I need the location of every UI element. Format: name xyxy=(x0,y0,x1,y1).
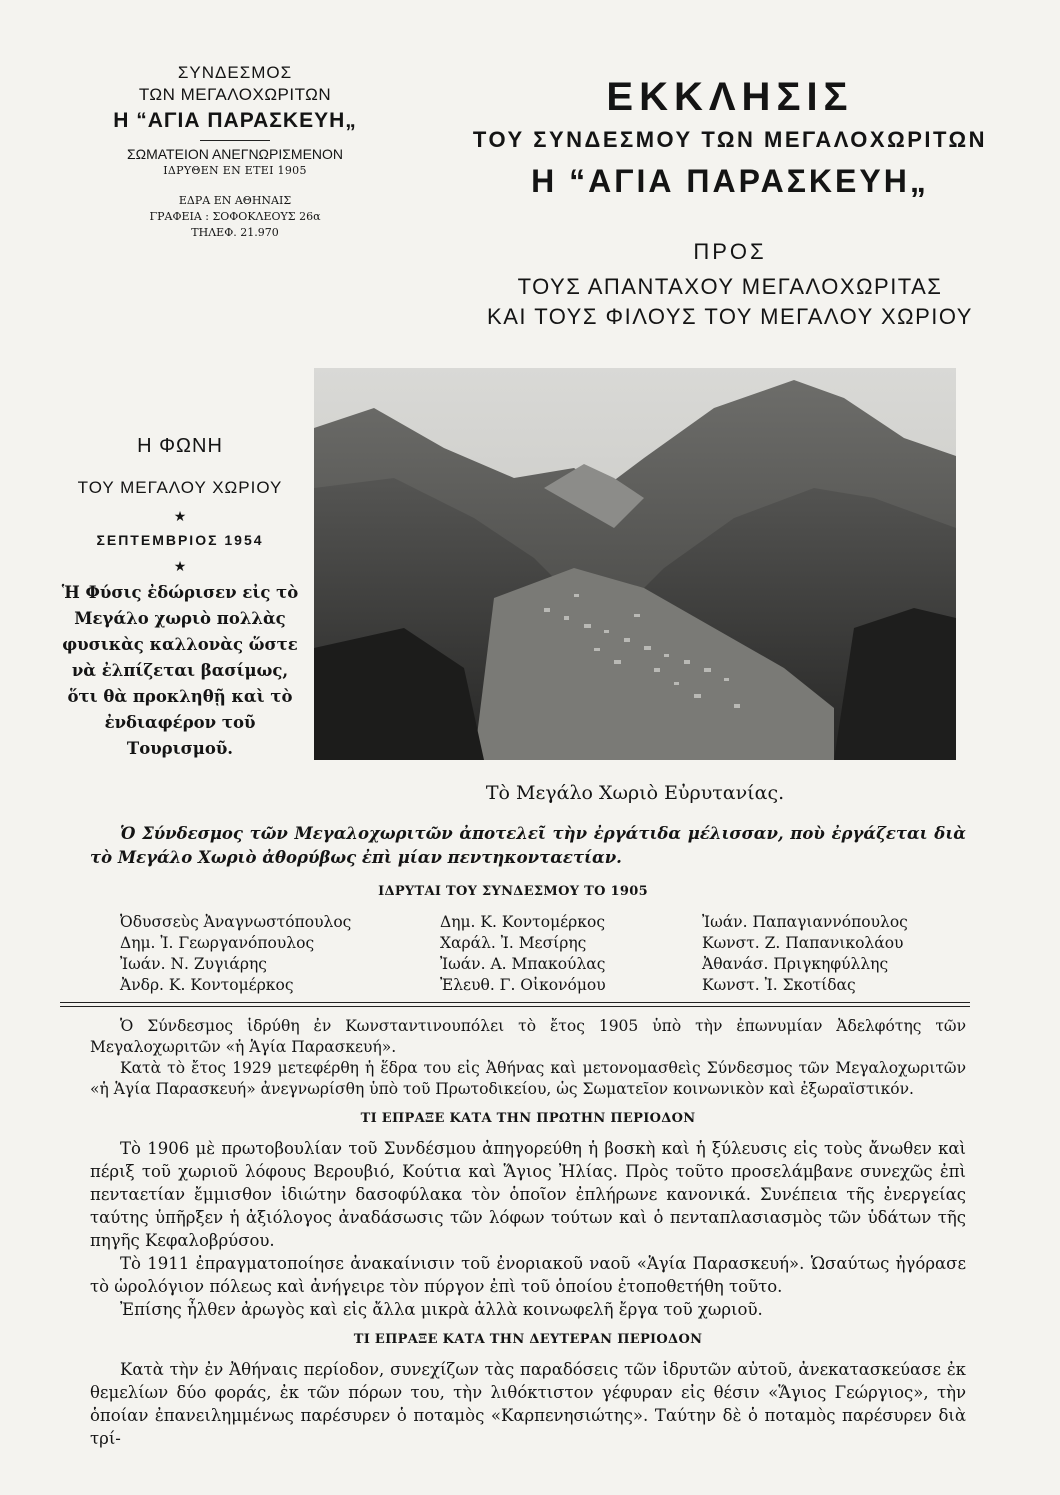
heading-line-5: ΤΟΥΣ ΑΠΑΝΤΑΧΟΥ ΜΕΓΑΛΟΧΩΡΙΤΑΣ xyxy=(517,274,943,299)
masthead-line-1: ΣΥΝΔΕΣΜΟΣ xyxy=(177,63,293,82)
heading-line-3: Η “ΑΓΙΑ ΠΑΡΑΣΚΕΥΗ„ xyxy=(531,163,929,199)
newsletter-sidebar xyxy=(60,432,300,762)
founder-name: Δημ. Ἰ. Γεωργανόπουλος xyxy=(120,934,315,952)
heading-line-4: ΠΡΟΣ xyxy=(693,239,767,264)
masthead-line-6: ΕΔΡΑ ΕΝ ΑΘΗΝΑΙΣ xyxy=(178,194,292,207)
section-heading: ΤΙ ΕΠΡΑΞΕ ΚΑΤΑ ΤΗΝ ΠΡΩΤΗΝ ΠΕΡΙΟΔΟΝ xyxy=(360,1111,696,1126)
newsletter-title: Η ΦΩΝΗ xyxy=(137,435,223,457)
masthead-line-2: ΤΩΝ ΜΕΓΑΛΟΧΩΡΙΤΩΝ xyxy=(138,85,332,104)
association-masthead xyxy=(110,62,360,241)
star-icon: ★ xyxy=(173,558,187,574)
masthead-line-3: Η “ΑΓΙΑ ΠΑΡΑΣΚΕΥΗ„ xyxy=(113,109,357,132)
founder-name: Δημ. Κ. Κοντομέρκος xyxy=(440,913,605,931)
appeal-heading xyxy=(430,72,1030,332)
masthead-divider xyxy=(200,140,270,141)
section-divider xyxy=(60,1002,970,1007)
photo-caption: Τὸ Μεγάλο Χωριὸ Εὐρυτανίας. xyxy=(485,782,785,804)
village-photo xyxy=(314,368,956,760)
section-heading: ΤΙ ΕΠΡΑΞΕ ΚΑΤΑ ΤΗΝ ΔΕΥΤΕΡΑΝ ΠΕΡΙΟΔΟΝ xyxy=(353,1332,703,1347)
founder-name: Ἀθανάσ. Πριγκηφύλλης xyxy=(702,955,889,973)
masthead-line-4: ΣΩΜΑΤΕΙΟΝ ΑΝΕΓΝΩΡΙΣΜΕΝΟΝ xyxy=(126,146,344,162)
founder-name: Κωνστ. Ζ. Παπανικολάου xyxy=(702,934,904,952)
founders-column-2 xyxy=(440,912,702,996)
founders-column-1 xyxy=(120,912,440,996)
heading-line-2: ΤΟΥ ΣΥΝΔΕΣΜΟΥ ΤΩΝ ΜΕΓΑΛΟΧΩΡΙΤΩΝ xyxy=(472,127,988,152)
founder-name: Ἰωάν. Παπαγιαννόπουλος xyxy=(702,913,908,931)
founder-name: Ἀνδρ. Κ. Κοντομέρκος xyxy=(120,976,294,994)
founder-name: Ἐλευθ. Γ. Οἰκονόμου xyxy=(440,976,606,994)
founders-list xyxy=(120,912,940,996)
founder-name: Ἰωάν. Ν. Ζυγιάρης xyxy=(120,955,267,973)
founder-name: Χαράλ. Ἰ. Μεσίρης xyxy=(440,934,587,952)
lead-paragraph: Ὁ Σύνδεσμος τῶν Μεγαλοχωριτῶν ἀποτελεῖ τὴν ἐργάτιδα μέλισσαν, ποὺ ἐργάζεται διὰ τὸ Μεγάλο Χωριὸ ἀθορύβως ἐπὶ μίαν πεντηκονταετίαν. xyxy=(90,824,966,867)
body-paragraph: Τὸ 1906 μὲ πρωτοβουλίαν τοῦ Συνδέσμου ἀπηγορεύθη ἡ βοσκὴ καὶ ἡ ξύλευσις εἰς τοὺς ἄνωθεν καὶ πέριξ τοῦ χωριοῦ λόφους Βερουβιό, Κούτια καὶ Ἅγιος Ἠλίας. Πρὸς τοῦτο προσελάμβανε συνεχῶς ἐπὶ πενταετίαν ἔμμισθον ἰδιώτην δασοφύλακα τὸν ὁποῖον ἐπλήρωνε κανονικά. Συνέπεια τῆς ἐνεργείας ταύτης ὑπῆρξεν ἡ ἀξιόλογος ἀναδάσωσις τῶν λόφων τούτων καὶ ὁ πενταπλασιασμὸς τῶν ὑδάτων τῆς πηγῆς Κεφαλοβρύσου. xyxy=(90,1139,966,1250)
body-paragraph: Ἐπίσης ἦλθεν ἀρωγὸς καὶ εἰς ἄλλα μικρὰ ἀλλὰ κοινωφελῆ ἔργα τοῦ χωριοῦ. xyxy=(120,1300,763,1319)
article-body xyxy=(90,1016,966,1450)
masthead-line-5: ΙΔΡΥΘΕΝ ΕΝ ΕΤΕΙ 1905 xyxy=(163,164,307,177)
issue-date: ΣΕΠΤΕΜΒΡΙΟΣ 1954 xyxy=(96,532,264,548)
heading-line-6: ΚΑΙ ΤΟΥΣ ΦΙΛΟΥΣ ΤΟΥ ΜΕΓΑΛΟΥ ΧΩΡΙΟΥ xyxy=(487,304,973,329)
body-paragraph: Κατὰ τὴν ἐν Ἀθήναις περίοδον, συνεχίζων τὰς παραδόσεις τῶν ἱδρυτῶν αὐτοῦ, ἀνεκατασκεύασε ἐκ θεμελίων δύο φοράς, ἐκ τῶν πόρων του, τὴν λιθόκτιστον γέφυραν εἰς θέσιν «Ἅγιος Γεώργιος», τὴν ὁποίαν ἐπανειλημμένως παρέσυρεν ὁ ποταμὸς «Καρπενησιώτης». Ταύτην δὲ ὁ ποταμὸς παρέσυρεν διὰ τρί- xyxy=(90,1360,966,1448)
founders-title: ΙΔΡΥΤΑΙ ΤΟΥ ΣΥΝΔΕΣΜΟΥ ΤΟ 1905 xyxy=(378,884,648,899)
body-paragraph: Ὁ Σύνδεσμος ἱδρύθη ἐν Κωνσταντινουπόλει τὸ ἔτος 1905 ὑπὸ τὴν ἐπωνυμίαν Ἀδελφότης τῶν Μεγαλοχωριτῶν «ἡ Ἁγία Παρασκευή». xyxy=(90,1017,966,1056)
masthead-line-7: ΓΡΑΦΕΙΑ : ΣΟΦΟΚΛΕΟΥΣ 26α xyxy=(149,210,321,223)
body-paragraph: Κατὰ τὸ ἔτος 1929 μετεφέρθη ἡ ἕδρα του εἰς Ἀθήνας καὶ μετονομασθεὶς Σύνδεσμος τῶν Μεγαλοχωριτῶν «ἡ Ἁγία Παρασκευή» ἀνεγνωρίσθη ὑπὸ τοῦ Πρωτοδικείου, ὡς Σωματεῖον κοινωνικὸν καὶ ἐξωραϊστικόν. xyxy=(90,1059,966,1098)
founder-name: Ἰωάν. Α. Μπακούλας xyxy=(440,955,606,973)
nature-quote: Ἡ Φύσις ἐδώρισεν εἰς τὸ Μεγάλο χωριὸ πολλὰς φυσικὰς καλλονὰς ὥστε νὰ ἐλπίζεται βασίμως, ὅτι θὰ προκληθῇ καὶ τὸ ἐνδιαφέρον τοῦ Τουρισμοῦ. xyxy=(61,583,299,758)
newsletter-subtitle: ΤΟΥ ΜΕΓΑΛΟΥ ΧΩΡΙΟΥ xyxy=(77,478,283,497)
star-icon: ★ xyxy=(173,508,187,524)
founder-name: Κωνστ. Ἰ. Σκοτίδας xyxy=(702,976,856,994)
founders-column-3 xyxy=(702,912,940,996)
heading-title: ΕΚΚΛΗΣΙΣ xyxy=(606,75,854,119)
founder-name: Ὀδυσσεὺς Ἀναγνωστόπουλος xyxy=(120,913,352,931)
masthead-line-8: ΤΗΛΕΦ. 21.970 xyxy=(191,226,279,239)
body-paragraph: Τὸ 1911 ἐπραγματοποίησε ἀνακαίνισιν τοῦ ἐνοριακοῦ ναοῦ «Ἁγία Παρασκευή». Ὡσαύτως ἠγόρασε τὸ ὡρολόγιον πόλεως καὶ ἀνήγειρε τὸν πύργον ἐπὶ τοῦ ὁποίου ἐτοποθετήθη τοῦτο. xyxy=(90,1254,966,1296)
